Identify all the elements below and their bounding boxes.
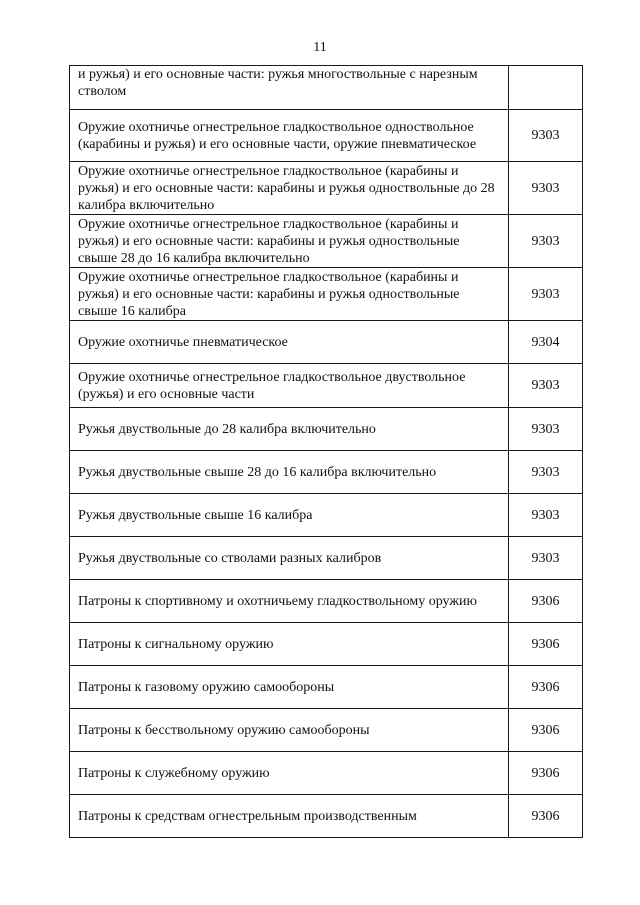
table-row — [70, 408, 583, 451]
row-description: Оружие охотничье огнестрельное гладкоствольное (карабины и ружья) и его основные части: карабины и ружья одноствольные свыше 28 до 16 калибра включительно — [70, 215, 509, 268]
row-description: Оружие охотничье пневматическое — [70, 321, 509, 364]
row-description: Оружие охотничье огнестрельное гладкоствольное (карабины и ружья) и его основные части: карабины и ружья одноствольные до 28 калибра включительно — [70, 162, 509, 215]
table-row — [70, 162, 583, 215]
row-code: 9306 — [509, 795, 583, 838]
row-description: Патроны к служебному оружию — [70, 752, 509, 795]
row-code: 9306 — [509, 623, 583, 666]
row-description: Оружие охотничье огнестрельное гладкоствольное одноствольное (карабины и ружья) и его основные части, оружие пневматическое — [70, 110, 509, 162]
table-row — [70, 709, 583, 752]
table-row — [70, 537, 583, 580]
row-code: 9303 — [509, 110, 583, 162]
row-description: Патроны к средствам огнестрельным производственным — [70, 795, 509, 838]
row-code: 9303 — [509, 215, 583, 268]
row-description: Ружья двуствольные до 28 калибра включительно — [70, 408, 509, 451]
row-code — [509, 66, 583, 110]
row-code: 9306 — [509, 709, 583, 752]
row-description: Патроны к газовому оружию самообороны — [70, 666, 509, 709]
row-code: 9303 — [509, 364, 583, 408]
table-row — [70, 364, 583, 408]
row-description: Ружья двуствольные свыше 28 до 16 калибра включительно — [70, 451, 509, 494]
row-description: Патроны к бесствольному оружию самообороны — [70, 709, 509, 752]
table-row — [70, 215, 583, 268]
table-row — [70, 795, 583, 838]
row-code: 9304 — [509, 321, 583, 364]
table-row — [70, 666, 583, 709]
table-row — [70, 494, 583, 537]
row-code: 9303 — [509, 494, 583, 537]
row-description: и ружья) и его основные части: ружья многоствольные с нарезным стволом — [70, 66, 509, 110]
row-code: 9303 — [509, 268, 583, 321]
row-code: 9303 — [509, 451, 583, 494]
row-code: 9306 — [509, 666, 583, 709]
row-description: Ружья двуствольные свыше 16 калибра — [70, 494, 509, 537]
table-row — [70, 66, 583, 110]
row-code: 9303 — [509, 162, 583, 215]
table-row — [70, 451, 583, 494]
table-row — [70, 623, 583, 666]
row-code: 9303 — [509, 537, 583, 580]
row-description: Ружья двуствольные со стволами разных калибров — [70, 537, 509, 580]
page-number: 11 — [313, 40, 327, 55]
table-row — [70, 752, 583, 795]
row-description: Оружие охотничье огнестрельное гладкоствольное (карабины и ружья) и его основные части: карабины и ружья одноствольные свыше 16 калибра — [70, 268, 509, 321]
table-row — [70, 268, 583, 321]
table-row — [70, 110, 583, 162]
row-code: 9306 — [509, 752, 583, 795]
row-code: 9303 — [509, 408, 583, 451]
table-row — [70, 321, 583, 364]
row-code: 9306 — [509, 580, 583, 623]
row-description: Патроны к сигнальному оружию — [70, 623, 509, 666]
row-description: Оружие охотничье огнестрельное гладкоствольное двуствольное (ружья) и его основные части — [70, 364, 509, 408]
row-description: Патроны к спортивному и охотничьему гладкоствольному оружию — [70, 580, 509, 623]
table-row — [70, 580, 583, 623]
classification-table — [69, 65, 583, 838]
